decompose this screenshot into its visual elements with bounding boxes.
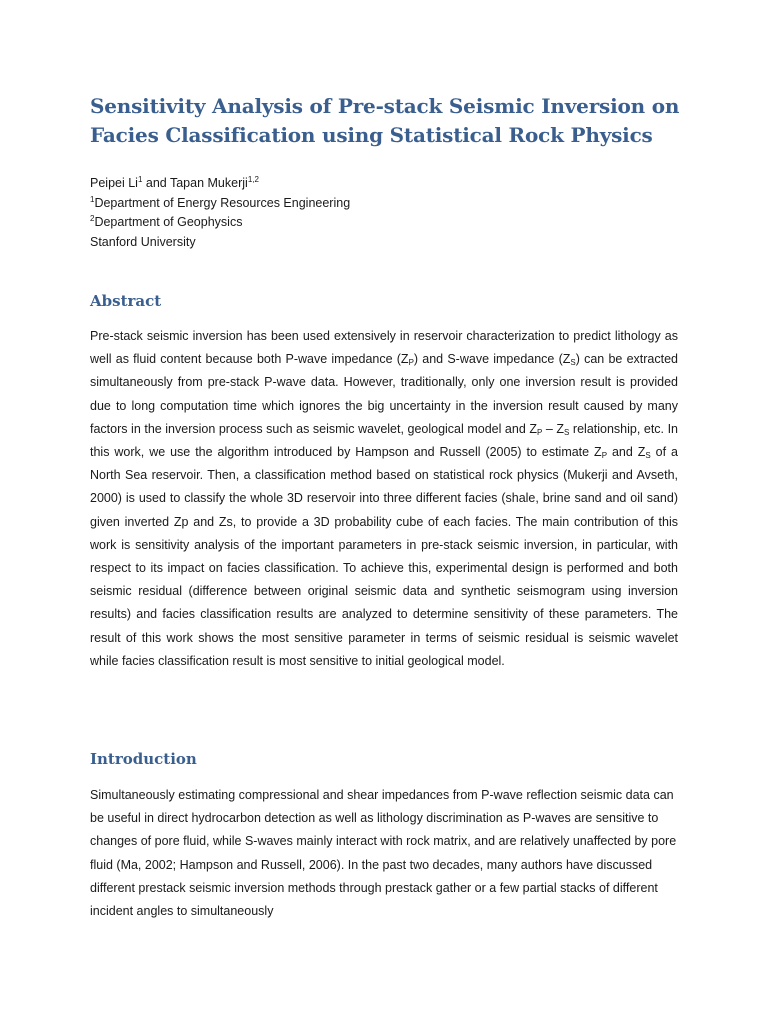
author-name: Tapan Mukerji: [169, 176, 248, 190]
subscript: S: [570, 358, 576, 368]
introduction-heading: Introduction: [90, 750, 197, 768]
affiliation-text: Department of Energy Resources Engineering: [94, 195, 351, 210]
abstract-text: relationship, etc. In this work, we use the algorithm introduced by Hampson and Russell (2005) to estimate Z: [90, 421, 678, 460]
subscript: P: [536, 427, 543, 437]
abstract-text: and Z: [607, 445, 646, 460]
author-line: [90, 174, 350, 194]
author-superscript: 1,2: [247, 175, 259, 184]
affiliation-line: [90, 194, 350, 214]
abstract-text: Pre-stack seismic inversion has been used extensively in reservoir characterization to predict lithology as well as fluid content because both P-wave impedance (Z: [90, 329, 678, 367]
affiliation-text: Department of Geophysics: [94, 215, 243, 229]
author-name: Peipei Li: [90, 176, 138, 190]
abstract-text: ) can be extracted simultaneously from pre-stack P-wave data. However, traditionally, only one inversion result is provided due to long computation time which ignores the big uncertainty in the inversion result caused by many factors in the inversion process such as seismic wavelet, geological model and Z: [90, 352, 678, 436]
affiliation-line: [90, 213, 350, 233]
abstract-text: ) and S-wave impedance (Z: [413, 352, 571, 367]
author-conjunction: and: [142, 176, 170, 190]
subscript: S: [564, 427, 570, 437]
paper-title: Sensitivity Analysis of Pre-stack Seismic Inversion on Facies Classification using Statistical Rock Physics: [90, 94, 680, 147]
institution-line: Stanford University: [90, 234, 196, 249]
author-block: [90, 174, 350, 252]
abstract-text: of a North Sea reservoir. Then, a classification method based on statistical rock physics (Mukerji and Avseth, 2000) is used to classify the whole 3D reservoir into three different facies (shale, brine sand and oil sand) given inverted Zp and Zs, to provide a 3D probability cube of each facies. The main contribution of this work is sensitivity analysis of the important parameters in pre-stack seismic inversion, in particular, with respect to its impact on facies classification. To achieve this, experimental design is performed and both seismic residual (difference between original seismic data and synthetic seismogram using inversion results) and facies classification results are analyzed to determine sensitivity of these parameters. The result of this work shows the most sensitive parameter in terms of seismic residual is seismic wavelet while facies classification result is most sensitive to initial geological model.: [90, 445, 678, 668]
abstract-text: – Z: [542, 421, 565, 436]
subscript: P: [601, 451, 608, 461]
abstract-heading: Abstract: [90, 292, 162, 310]
introduction-paragraph: Simultaneously estimating compressional and shear impedances from P-wave reflection seismic data can be useful in direct hydrocarbon detection as well as lithology discrimination as P-waves are sensitive to changes of pore fluid, while S-waves mainly interact with rock matrix, and are relatively unaffected by pore fluid (Ma, 2002; Hampson and Russell, 2006). In the past two decades, many authors have discussed different prestack seismic inversion methods through prestack gather or a few partial stacks of different incident angles to simultaneously: [90, 788, 677, 919]
author-superscript: 1: [137, 175, 143, 184]
affiliation-superscript: 2: [90, 214, 95, 223]
abstract-paragraph: [90, 325, 678, 673]
affiliation-superscript: 1: [90, 194, 95, 204]
subscript: S: [645, 451, 651, 461]
subscript: P: [408, 358, 414, 368]
